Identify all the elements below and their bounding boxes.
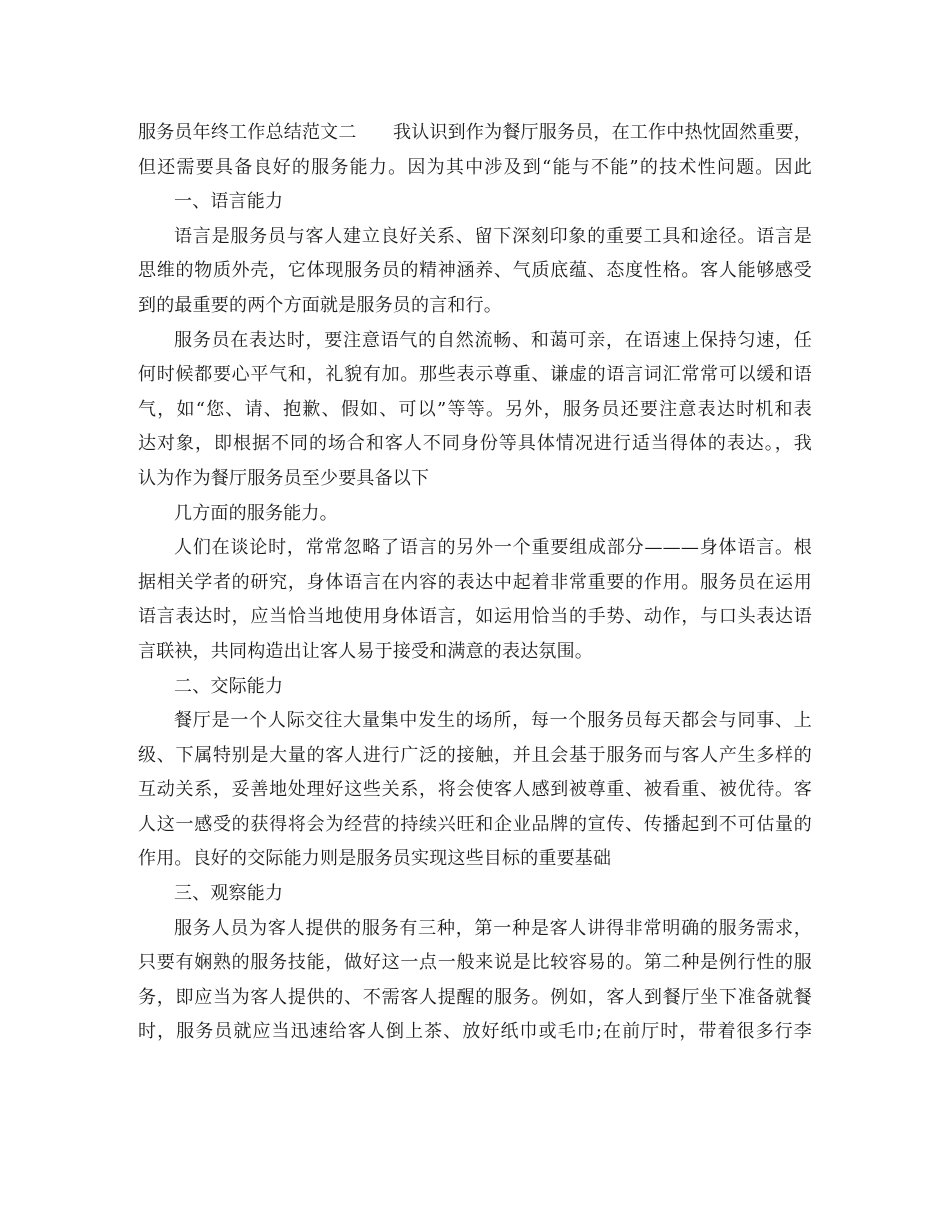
text-line: 服务人员为客人提供的服务有三种，第一种是客人讲得非常明确的服务需求， <box>174 917 812 939</box>
text-line: 二、交际能力 <box>174 675 284 697</box>
text-line: 气，如“您、请、抱歉、假如、可以”等等。另外，服务员还要注意表达时机和表 <box>138 398 812 420</box>
text-line: 认为作为餐厅服务员至少要具备以下 <box>138 467 430 489</box>
text-line: 只要有娴熟的服务技能，做好这一点一般来说是比较容易的。第二种是例行性的服 <box>138 952 812 974</box>
text-line: 思维的物质外壳，它体现服务员的精神涵养、气质底蕴、态度性格。客人能够感受 <box>138 260 812 282</box>
text-line: 几方面的服务能力。 <box>174 502 338 524</box>
text-line: 言联袂，共同构造出让客人易于接受和满意的表达氛围。 <box>138 640 593 662</box>
text-line: 级、下属特别是大量的客人进行广泛的接触，并且会基于服务而与客人产生多样的 <box>138 744 812 766</box>
text-line: 服务员年终工作总结范文二 我认识到作为餐厅服务员，在工作中热忱固然重要， <box>138 122 812 143</box>
text-line: 人这一感受的获得将会为经营的持续兴旺和企业品牌的宣传、传播起到不可估量的 <box>138 813 812 835</box>
text-line: 互动关系，妥善地处理好这些关系，将会使客人感到被尊重、被看重、被优待。客 <box>138 779 812 801</box>
text-line: 人们在谈论时，常常忽略了语言的另外一个重要组成部分———身体语言。根 <box>174 537 812 559</box>
text-line: 餐厅是一个人际交往大量集中发生的场所，每一个服务员每天都会与同事、上 <box>174 710 812 732</box>
text-line: 达对象，即根据不同的场合和客人不同身份等具体情况进行适当得体的表达。，我 <box>138 433 812 455</box>
text-line: 但还需要具备良好的服务能力。因为其中涉及到“能与不能”的技术性问题。因此 <box>138 156 812 178</box>
text-line: 据相关学者的研究，身体语言在内容的表达中起着非常重要的作用。服务员在运用 <box>138 571 812 593</box>
text-line: 语言表达时，应当恰当地使用身体语言，如运用恰当的手势、动作，与口头表达语 <box>138 606 812 628</box>
text-line: 务，即应当为客人提供的、不需客人提醒的服务。例如，客人到餐厅坐下准备就餐 <box>138 986 812 1008</box>
text-line: 何时候都要心平气和，礼貌有加。那些表示尊重、谦虚的语言词汇常常可以缓和语 <box>138 364 812 386</box>
text-line: 服务员在表达时，要注意语气的自然流畅、和蔼可亲，在语速上保持匀速，任 <box>174 329 812 351</box>
document-page <box>138 116 812 1050</box>
text-line: 语言是服务员与客人建立良好关系、留下深刻印象的重要工具和途径。语言是 <box>174 225 812 247</box>
text-line: 三、观察能力 <box>174 883 284 905</box>
text-line: 作用。良好的交际能力则是服务员实现这些目标的重要基础 <box>138 848 612 870</box>
text-line: 时，服务员就应当迅速给客人倒上茶、放好纸巾或毛巾;在前厅时，带着很多行李 <box>138 1021 812 1043</box>
text-line: 到的最重要的两个方面就是服务员的言和行。 <box>138 294 502 316</box>
text-line: 一、语言能力 <box>174 191 284 213</box>
